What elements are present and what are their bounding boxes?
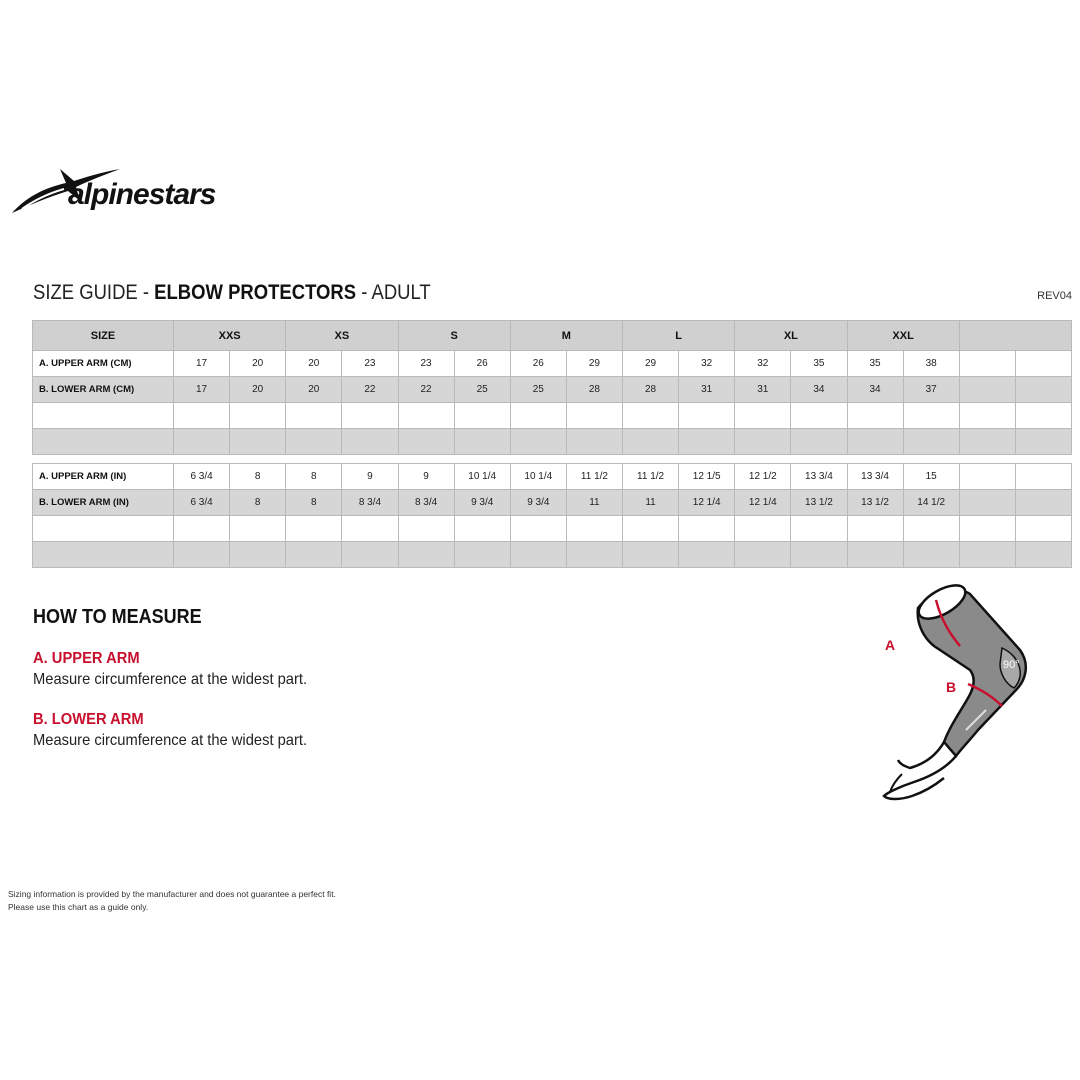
- table-cell-empty: [230, 429, 286, 455]
- table-cell-empty: [33, 429, 174, 455]
- table-cell-empty: [847, 516, 903, 542]
- table-cell-empty: [791, 403, 847, 429]
- table-cell-empty: [398, 429, 454, 455]
- upper-arm-text: Measure circumference at the widest part.: [33, 671, 308, 688]
- table-cell: [959, 351, 1015, 377]
- row-label: A. UPPER ARM (IN): [33, 464, 174, 490]
- table-cell-empty: [398, 403, 454, 429]
- table-cell: 35: [847, 351, 903, 377]
- table-cell-empty: [230, 403, 286, 429]
- table-cell: 8 3/4: [398, 490, 454, 516]
- table-cell-empty: [959, 542, 1015, 568]
- table-cell: 14 1/2: [903, 490, 959, 516]
- table-cell: 12 1/5: [679, 464, 735, 490]
- table-cell: 8 3/4: [342, 490, 398, 516]
- table-cell: 20: [230, 351, 286, 377]
- table-cell: 31: [735, 377, 791, 403]
- table-cell: 22: [398, 377, 454, 403]
- row-label: B. LOWER ARM (IN): [33, 490, 174, 516]
- table-cell-empty: [454, 403, 510, 429]
- size-xxs: XXS: [174, 321, 286, 351]
- table-cell: 31: [679, 377, 735, 403]
- table-cell: 17: [174, 377, 230, 403]
- table-cell: 12 1/4: [679, 490, 735, 516]
- table-cell: [1015, 490, 1071, 516]
- table-cell: 20: [230, 377, 286, 403]
- table-cell: 34: [847, 377, 903, 403]
- table-cell-empty: [398, 516, 454, 542]
- table-row: [33, 377, 1072, 403]
- size-table: [32, 320, 1072, 568]
- table-cell-empty: [1015, 429, 1071, 455]
- table-cell: 13 1/2: [791, 490, 847, 516]
- brand-wordmark: alpinestars: [68, 178, 216, 211]
- table-cell-empty: [735, 516, 791, 542]
- table-cell: 10 1/4: [510, 464, 566, 490]
- table-cell-empty: [174, 429, 230, 455]
- table-cell-empty: [342, 542, 398, 568]
- table-cell: 13 3/4: [847, 464, 903, 490]
- table-cell: 20: [286, 377, 342, 403]
- row-label: A. UPPER ARM (CM): [33, 351, 174, 377]
- table-cell-empty: [566, 403, 622, 429]
- table-cell: 12 1/2: [735, 464, 791, 490]
- table-cell-empty: [286, 516, 342, 542]
- table-cell-empty: [679, 403, 735, 429]
- table-cell-empty: [847, 429, 903, 455]
- table-cell-empty: [174, 403, 230, 429]
- disclaimer-line-1: Sizing information is provided by the manufacturer and does not guarantee a perfect fit.: [8, 889, 336, 899]
- table-cell-empty: [1015, 516, 1071, 542]
- table-cell: 11: [623, 490, 679, 516]
- table-cell-empty: [342, 429, 398, 455]
- table-cell: 13 3/4: [791, 464, 847, 490]
- table-cell: 12 1/4: [735, 490, 791, 516]
- table-cell-empty: [510, 403, 566, 429]
- table-cell-empty: [623, 542, 679, 568]
- upper-arm-title: A. UPPER ARM: [33, 650, 140, 667]
- revision-code: REV04: [1037, 290, 1072, 302]
- table-cell-empty: [903, 429, 959, 455]
- table-cell-empty: [735, 403, 791, 429]
- table-cell: 38: [903, 351, 959, 377]
- table-cell-empty: [959, 516, 1015, 542]
- table-cell: 8: [286, 490, 342, 516]
- table-gap: [33, 455, 1072, 464]
- table-row: [33, 490, 1072, 516]
- diagram-label-b: B: [946, 679, 957, 695]
- table-cell-empty: [791, 429, 847, 455]
- table-cell-empty: [735, 542, 791, 568]
- table-cell: 20: [286, 351, 342, 377]
- table-cell-empty: [398, 542, 454, 568]
- table-cell-empty: [566, 542, 622, 568]
- table-row-empty: [33, 542, 1072, 568]
- table-cell: 23: [398, 351, 454, 377]
- table-cell-empty: [510, 516, 566, 542]
- size-xxl: XXL: [847, 321, 959, 351]
- table-cell: 8: [230, 490, 286, 516]
- table-cell: 11: [566, 490, 622, 516]
- table-cell-empty: [959, 403, 1015, 429]
- table-cell: 17: [174, 351, 230, 377]
- lower-arm-text: Measure circumference at the widest part.: [33, 732, 308, 749]
- table-cell: 9: [342, 464, 398, 490]
- table-cell: [959, 464, 1015, 490]
- table-cell-empty: [342, 516, 398, 542]
- table-cell: 22: [342, 377, 398, 403]
- size-m: M: [510, 321, 622, 351]
- table-cell: 25: [454, 377, 510, 403]
- table-cell-empty: [286, 429, 342, 455]
- table-cell-empty: [566, 516, 622, 542]
- table-cell: [1015, 464, 1071, 490]
- table-cell-empty: [33, 403, 174, 429]
- elbow-arm-icon: [870, 580, 1040, 810]
- size-s: S: [398, 321, 510, 351]
- table-cell-empty: [735, 429, 791, 455]
- size-xl: XL: [735, 321, 847, 351]
- table-cell: [1015, 351, 1071, 377]
- row-label: B. LOWER ARM (CM): [33, 377, 174, 403]
- table-cell-empty: [174, 516, 230, 542]
- table-cell-empty: [791, 542, 847, 568]
- table-cell-empty: [791, 516, 847, 542]
- table-cell-empty: [903, 542, 959, 568]
- table-cell-empty: [1015, 542, 1071, 568]
- table-cell: 26: [454, 351, 510, 377]
- disclaimer: [8, 888, 336, 914]
- table-cell-empty: [230, 542, 286, 568]
- table-cell: 28: [566, 377, 622, 403]
- table-cell: 6 3/4: [174, 490, 230, 516]
- table-cell: 25: [510, 377, 566, 403]
- table-cell-empty: [33, 542, 174, 568]
- table-cell-empty: [454, 542, 510, 568]
- table-cell: 29: [623, 351, 679, 377]
- table-cell: 29: [566, 351, 622, 377]
- table-row: [33, 464, 1072, 490]
- table-cell-empty: [903, 403, 959, 429]
- table-cell-empty: [454, 429, 510, 455]
- table-cell-empty: [623, 429, 679, 455]
- table-cell-empty: [623, 403, 679, 429]
- lower-arm-title: B. LOWER ARM: [33, 711, 144, 728]
- table-cell: 35: [791, 351, 847, 377]
- table-cell-empty: [510, 542, 566, 568]
- table-cell: 15: [903, 464, 959, 490]
- table-cell-empty: [174, 542, 230, 568]
- size-xs: XS: [286, 321, 398, 351]
- table-cell-empty: [679, 542, 735, 568]
- table-cell-empty: [903, 516, 959, 542]
- table-cell: 9 3/4: [454, 490, 510, 516]
- table-cell: 32: [735, 351, 791, 377]
- table-cell-empty: [454, 516, 510, 542]
- size-header-row: [33, 321, 1072, 351]
- table-cell-empty: [679, 429, 735, 455]
- size-l: L: [623, 321, 735, 351]
- table-cell: [959, 490, 1015, 516]
- table-row-empty: [33, 516, 1072, 542]
- table-row-empty: [33, 429, 1072, 455]
- table-cell-empty: [230, 516, 286, 542]
- size-header-label: SIZE: [33, 321, 174, 351]
- how-to-measure-heading: HOW TO MEASURE: [33, 606, 202, 628]
- diagram-angle: 90°: [1003, 659, 1020, 671]
- table-cell-empty: [623, 516, 679, 542]
- table-cell: 23: [342, 351, 398, 377]
- table-cell-empty: [1015, 403, 1071, 429]
- table-row: [33, 351, 1072, 377]
- table-cell: 11 1/2: [566, 464, 622, 490]
- table-cell: 37: [903, 377, 959, 403]
- table-cell: 9: [398, 464, 454, 490]
- table-cell: 8: [286, 464, 342, 490]
- table-cell-empty: [510, 429, 566, 455]
- table-cell: 11 1/2: [623, 464, 679, 490]
- table-cell: 6 3/4: [174, 464, 230, 490]
- table-cell: 10 1/4: [454, 464, 510, 490]
- diagram-label-a: A: [885, 637, 896, 653]
- table-cell: 8: [230, 464, 286, 490]
- size-empty: [959, 321, 1071, 351]
- table-cell: 34: [791, 377, 847, 403]
- table-cell-empty: [847, 403, 903, 429]
- table-cell-empty: [566, 429, 622, 455]
- table-cell-empty: [959, 429, 1015, 455]
- table-cell-empty: [679, 516, 735, 542]
- table-cell-empty: [847, 542, 903, 568]
- table-cell-empty: [342, 403, 398, 429]
- table-cell: [1015, 377, 1071, 403]
- table-cell: 9 3/4: [510, 490, 566, 516]
- page-title: SIZE GUIDE - ELBOW PROTECTORS - ADULT: [33, 281, 431, 304]
- table-cell: 13 1/2: [847, 490, 903, 516]
- table-cell-empty: [286, 403, 342, 429]
- disclaimer-line-2: Please use this chart as a guide only.: [8, 902, 149, 912]
- table-row-empty: [33, 403, 1072, 429]
- table-cell: 28: [623, 377, 679, 403]
- table-cell: 32: [679, 351, 735, 377]
- table-cell-empty: [33, 516, 174, 542]
- table-cell-empty: [286, 542, 342, 568]
- table-cell: [959, 377, 1015, 403]
- table-cell: 26: [510, 351, 566, 377]
